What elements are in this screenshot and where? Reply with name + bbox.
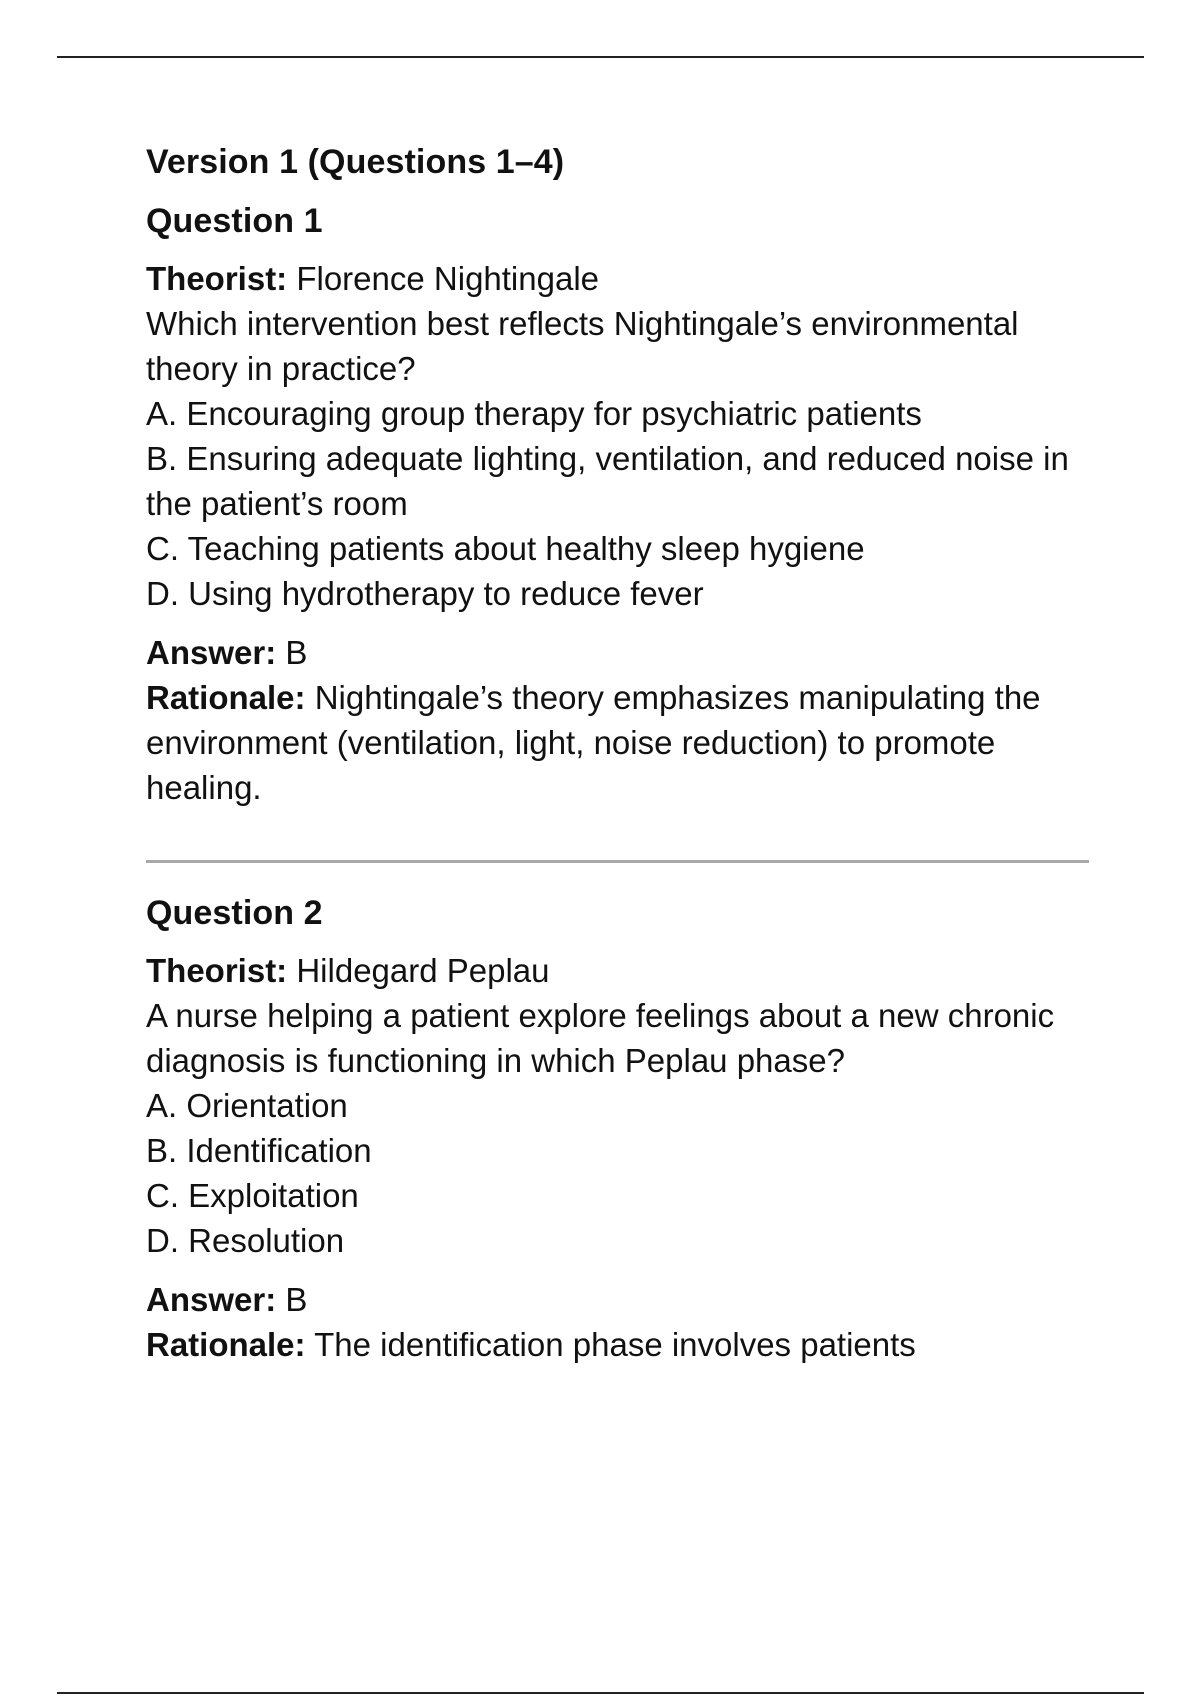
rationale-text: The identification phase involves patients (305, 1326, 916, 1363)
options-list (146, 391, 1096, 616)
rationale-line (146, 1322, 1096, 1367)
answer-label: Answer: (146, 1281, 277, 1318)
answer-label: Answer: (146, 634, 277, 671)
answer-value: B (276, 634, 308, 671)
document-body (146, 140, 1096, 1367)
option-c: C. Teaching patients about healthy sleep hygiene (146, 530, 865, 567)
bottom-rule (57, 1692, 1144, 1694)
option-c: C. Exploitation (146, 1177, 359, 1214)
question-heading: Question 2 (146, 894, 323, 932)
rationale-text: Nightingale’s theory emphasizes manipulating the environment (ventilation, light, noise reduction) to promote healing. (146, 679, 1041, 806)
theorist-label: Theorist: (146, 260, 288, 297)
answer-block (146, 630, 1096, 810)
theorist-line (146, 948, 1096, 993)
answer-value: B (276, 1281, 308, 1318)
answer-block (146, 1277, 1096, 1367)
option-a: A. Encouraging group therapy for psychiatric patients (146, 395, 922, 432)
theorist-line (146, 256, 1096, 301)
rationale-label: Rationale: (146, 679, 306, 716)
answer-line (146, 1277, 1096, 1322)
answer-line (146, 630, 1096, 675)
options-list (146, 1083, 1096, 1263)
rationale-label: Rationale: (146, 1326, 306, 1363)
question-heading: Question 1 (146, 202, 323, 240)
section-divider (146, 860, 1089, 863)
question-1 (146, 199, 1096, 810)
option-b: B. Identification (146, 1132, 372, 1169)
question-2 (146, 891, 1096, 1367)
option-d: D. Resolution (146, 1222, 345, 1259)
theorist-name: Florence Nightingale (287, 260, 600, 297)
top-rule (57, 56, 1144, 58)
option-a: A. Orientation (146, 1087, 348, 1124)
version-heading: Version 1 (Questions 1–4) (146, 143, 565, 181)
theorist-label: Theorist: (146, 952, 288, 989)
rationale-line (146, 675, 1096, 810)
question-stem: A nurse helping a patient explore feelings about a new chronic diagnosis is functioning in which Peplau phase? (146, 997, 1055, 1079)
option-b: B. Ensuring adequate lighting, ventilation, and reduced noise in the patient’s room (146, 440, 1069, 522)
question-stem: Which intervention best reflects Nightingale’s environmental theory in practice? (146, 305, 1019, 387)
option-d: D. Using hydrotherapy to reduce fever (146, 575, 704, 612)
theorist-name: Hildegard Peplau (287, 952, 550, 989)
